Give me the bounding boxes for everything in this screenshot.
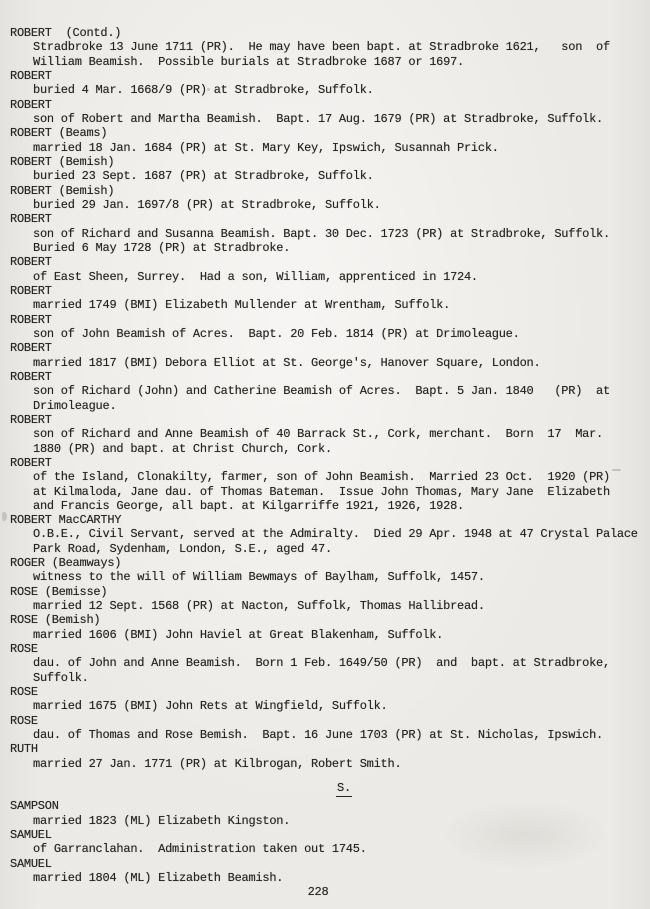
entry-line: married 1804 (ML) Elizabeth Beamish.	[33, 871, 284, 886]
entry-line: and Francis George, all bapt. at Kilgarriffe 1921, 1926, 1928.	[33, 498, 464, 513]
entry-line: Suffolk.	[33, 670, 89, 685]
entry-name: ROBERT (Beams)	[10, 126, 108, 141]
entry-name: ROSE	[10, 642, 38, 657]
entry	[0, 513, 650, 556]
entry-name: RUTH	[10, 742, 38, 757]
entry	[0, 313, 650, 342]
entry-name: ROBERT	[10, 212, 52, 227]
entry	[0, 255, 650, 284]
entry-line: of East Sheen, Surrey. Had a son, William, apprenticed in 1724.	[33, 269, 478, 284]
entry-name: ROBERT (Bemish)	[10, 183, 115, 198]
entry-line: son of Richard and Susanna Beamish. Bapt. 30 Dec. 1723 (PR) at Stradbroke, Suffolk.	[33, 226, 610, 241]
entry	[0, 98, 650, 127]
entry-line: of the Island, Clonakilty, farmer, son of John Beamish. Married 23 Oct. 1920 (PR)	[33, 470, 610, 485]
scan-speck	[207, 88, 210, 91]
entry-name: SAMPSON	[10, 799, 59, 814]
entry-line: of Garranclahan. Administration taken out 1745.	[33, 842, 367, 857]
entry	[0, 69, 650, 98]
entry-name: ROBERT MacCARTHY	[10, 513, 122, 528]
section-header-letter: S.	[337, 781, 351, 796]
entry	[0, 685, 650, 714]
entry	[0, 742, 650, 771]
entry-name: ROSE (Bemisse)	[10, 584, 108, 599]
page-number: 228	[307, 885, 329, 900]
entry-name: ROBERT	[10, 341, 52, 356]
entry-name: ROSE	[10, 685, 38, 700]
entry-name: ROBERT	[10, 68, 52, 83]
entry	[0, 642, 650, 685]
entry-line: William Beamish. Possible burials at Stradbroke 1687 or 1697.	[33, 54, 464, 69]
entry-line: O.B.E., Civil Servant, served at the Admiralty. Died 29 Apr. 1948 at 47 Crystal Palace	[33, 527, 638, 542]
entry	[0, 212, 650, 255]
entry-line: son of Richard (John) and Catherine Beamish of Acres. Bapt. 5 Jan. 1840 (PR) at	[33, 384, 610, 399]
section-header	[0, 781, 650, 795]
entry-name: ROBERT	[10, 455, 52, 470]
entry-name: ROSE (Bemish)	[10, 613, 101, 628]
entry-line: married 27 Jan. 1771 (PR) at Kilbrogan, Robert Smith.	[33, 756, 402, 771]
entry-name: ROBERT	[10, 412, 52, 427]
entry-line: Drimoleague.	[33, 398, 117, 413]
entry-name: ROSE	[10, 713, 38, 728]
entry-name: ROBERT	[10, 312, 52, 327]
entry-name: ROBERT	[10, 255, 52, 270]
entry-line: witness to the will of William Bewmays of Baylham, Suffolk, 1457.	[33, 570, 485, 585]
entry-line: married 1675 (BMI) John Rets at Wingfield, Suffolk.	[33, 699, 388, 714]
entry-line: Park Road, Sydenham, London, S.E., aged 47.	[33, 541, 332, 556]
scan-blotch	[440, 800, 610, 870]
entry-line: son of Richard and Anne Beamish of 40 Barrack St., Cork, merchant. Born 17 Mar.	[33, 427, 603, 442]
entry	[0, 26, 650, 69]
entry	[0, 284, 650, 313]
entry-name: ROBERT	[10, 97, 52, 112]
entry-line: married 18 Jan. 1684 (PR) at St. Mary Key, Ipswich, Susannah Prick.	[33, 140, 499, 155]
entry	[0, 184, 650, 213]
entry-line: married 1606 (BMI) John Haviel at Great Blakenham, Suffolk.	[33, 627, 444, 642]
entry-name: ROBERT	[10, 283, 52, 298]
entry-line: married 1823 (ML) Elizabeth Kingston.	[33, 813, 291, 828]
entry-line: Buried 6 May 1728 (PR) at Stradbroke.	[33, 240, 291, 255]
entry-line: married 1749 (BMI) Elizabeth Mullender at Wrentham, Suffolk.	[33, 298, 451, 313]
entry-name: ROBERT (Bemish)	[10, 154, 115, 169]
entry-line: at Kilmaloda, Jane dau. of Thomas Bateman. Issue John Thomas, Mary Jane Elizabeth	[33, 484, 610, 499]
entry	[0, 155, 650, 184]
entry	[0, 370, 650, 413]
entry-line: son of Robert and Martha Beamish. Bapt. 17 Aug. 1679 (PR) at Stradbroke, Suffolk.	[33, 111, 603, 126]
entry-name: ROBERT	[10, 369, 52, 384]
entry	[0, 456, 650, 513]
entry-name: SAMUEL	[10, 828, 52, 843]
scan-speck	[612, 469, 621, 471]
entry-line: buried 23 Sept. 1687 (PR) at Stradbroke, Suffolk.	[33, 169, 374, 184]
entry-line: son of John Beamish of Acres. Bapt. 20 Feb. 1814 (PR) at Drimoleague.	[33, 326, 520, 341]
entry-name: ROBERT (Contd.)	[10, 26, 122, 40]
entry	[0, 413, 650, 456]
entry	[0, 556, 650, 585]
entry	[0, 126, 650, 155]
entry-line: 1880 (PR) and bapt. at Christ Church, Cork.	[33, 441, 332, 456]
entry-line: married 12 Sept. 1568 (PR) at Nacton, Suffolk, Thomas Hallibread.	[33, 599, 485, 614]
entry	[0, 585, 650, 614]
entry-line: dau. of Thomas and Rose Bemish. Bapt. 16 June 1703 (PR) at St. Nicholas, Ipswich.	[33, 728, 603, 743]
scan-speck	[2, 512, 7, 521]
entry-line: married 1817 (BMI) Debora Elliot at St. George's, Hanover Square, London.	[33, 355, 541, 370]
entry	[0, 714, 650, 743]
entry-line: Stradbroke 13 June 1711 (PR). He may have been bapt. at Stradbroke 1621, son of	[33, 40, 610, 55]
entry-name: SAMUEL	[10, 856, 52, 871]
entry-name: ROGER (Beamways)	[10, 556, 122, 571]
entry-line: buried 29 Jan. 1697/8 (PR) at Stradbroke, Suffolk.	[33, 197, 381, 212]
entry	[0, 613, 650, 642]
entry-line: dau. of John and Anne Beamish. Born 1 Feb. 1649/50 (PR) and bapt. at Stradbroke,	[33, 656, 610, 671]
entry-line: buried 4 Mar. 1668/9 (PR) at Stradbroke, Suffolk.	[33, 83, 374, 98]
entry-list-r	[0, 26, 650, 771]
entry	[0, 341, 650, 370]
